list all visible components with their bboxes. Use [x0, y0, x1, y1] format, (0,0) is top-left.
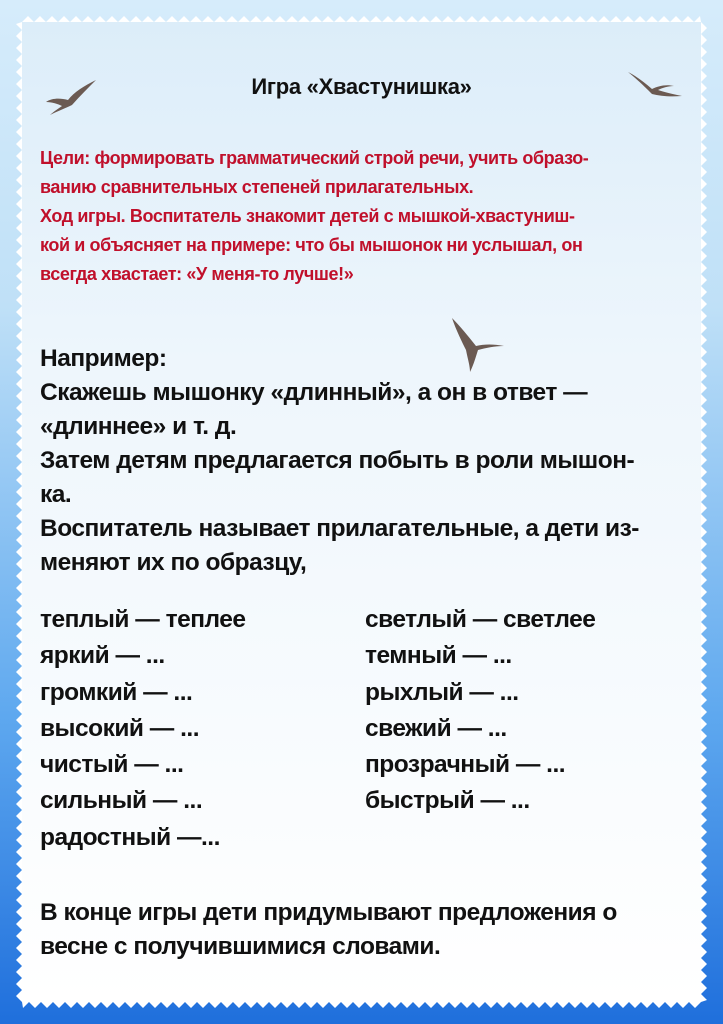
goals-block: [40, 144, 690, 289]
instruction-line: «длиннее» и т. д.: [40, 413, 237, 440]
word-pair-right: свежий — ...: [365, 714, 507, 742]
word-pair-left: теплый — теплее: [40, 606, 246, 633]
word-pair-left: радостный —...: [40, 823, 220, 851]
word-pair-right: рыхлый — ...: [365, 678, 519, 706]
word-pair-row: [40, 820, 680, 856]
conclusion-block: [40, 896, 690, 964]
word-pair-left: громкий — ...: [40, 678, 193, 706]
instruction-line: Например:: [40, 345, 167, 372]
word-pair-row: [40, 783, 680, 819]
word-pair-right: светлый — светлее: [365, 606, 596, 633]
word-pair-right: темный — ...: [365, 642, 512, 670]
instruction-line: Воспитатель называет прилагательные, а дети из-: [40, 515, 639, 542]
goals-line: ванию сравнительных степеней прилагательных.: [40, 177, 474, 197]
instruction-line: Затем детям предлагается побыть в роли мышон-: [40, 447, 635, 474]
word-pair-row: [40, 638, 680, 674]
word-pair-left: чистый — ...: [40, 751, 184, 779]
word-pair-right: быстрый — ...: [365, 787, 530, 815]
goals-line: Ход игры. Воспитатель знакомит детей с мышкой-хвастуниш-: [40, 206, 575, 226]
word-pair-right: прозрачный — ...: [365, 751, 566, 779]
word-pairs: [40, 602, 680, 856]
instruction-line: Скажешь мышонку «длинный», а он в ответ —: [40, 379, 588, 406]
goals-line: всегда хвастает: «У меня-то лучше!»: [40, 264, 354, 284]
word-pair-left: высокий — ...: [40, 714, 199, 742]
page-title: Игра «Хвастунишка»: [251, 74, 472, 99]
goals-line: Цели: формировать грамматический строй речи, учить образо-: [40, 148, 589, 168]
goals-line: кой и объясняет на примере: что бы мышонок ни услышал, он: [40, 235, 583, 255]
word-pair-row: [40, 602, 680, 638]
instruction-line: ка.: [40, 481, 72, 508]
word-pair-row: [40, 675, 680, 711]
conclusion-line: В конце игры дети придумывают предложения о: [40, 899, 617, 926]
word-pair-row: [40, 747, 680, 783]
word-pair-row: [40, 711, 680, 747]
instructions-block: [40, 342, 690, 580]
word-pair-left: яркий — ...: [40, 642, 165, 670]
word-pair-left: сильный — ...: [40, 787, 203, 815]
instruction-line: меняют их по образцу,: [40, 549, 307, 576]
conclusion-line: весне с получившимися словами.: [40, 933, 441, 960]
